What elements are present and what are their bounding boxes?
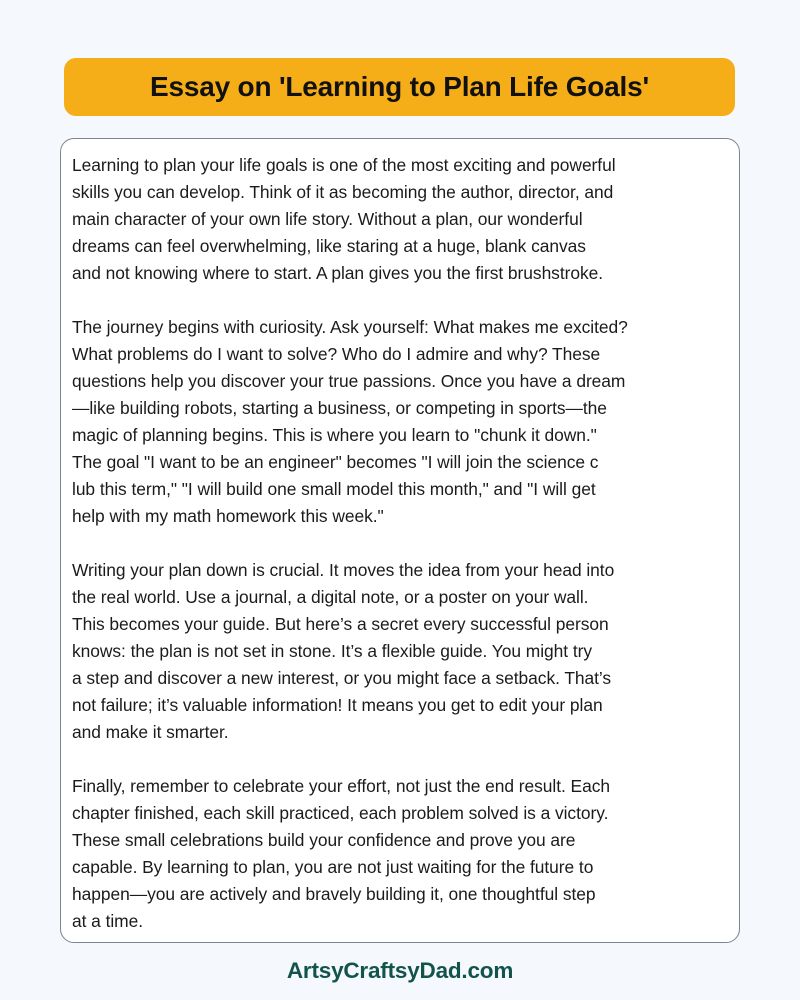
essay-paragraph: [72, 773, 725, 935]
essay-line: happen—you are actively and bravely building it, one thoughtful step: [72, 884, 596, 904]
essay-line: a step and discover a new interest, or you might face a setback. That’s: [72, 668, 612, 688]
essay-line: capable. By learning to plan, you are not just waiting for the future to: [72, 857, 594, 877]
essay-line: help with my math homework this week.": [72, 506, 384, 526]
essay-line: main character of your own life story. Without a plan, our wonderful: [72, 209, 583, 229]
essay-line: Learning to plan your life goals is one of the most exciting and powerful: [72, 155, 616, 175]
essay-line: at a time.: [72, 911, 144, 931]
essay-line: the real world. Use a journal, a digital note, or a poster on your wall.: [72, 587, 589, 607]
essay-line: questions help you discover your true passions. Once you have a dream: [72, 371, 626, 391]
essay-paragraph: [72, 314, 725, 530]
essay-line: chapter finished, each skill practiced, each problem solved is a victory.: [72, 803, 609, 823]
essay-paragraph: [72, 557, 725, 746]
essay-card: [60, 138, 740, 943]
essay-line: not failure; it’s valuable information! It means you get to edit your plan: [72, 695, 603, 715]
site-brand-footer: ArtsyCraftsyDad.com: [286, 958, 514, 983]
essay-paragraph: [72, 152, 725, 287]
essay-line: lub this term," "I will build one small model this month," and "I will get: [72, 479, 596, 499]
essay-line: skills you can develop. Think of it as becoming the author, director, and: [72, 182, 614, 202]
essay-line: and not knowing where to start. A plan gives you the first brushstroke.: [72, 263, 604, 283]
essay-line: —like building robots, starting a business, or competing in sports—the: [72, 398, 607, 418]
title-badge: [64, 58, 735, 116]
essay-line: The goal "I want to be an engineer" becomes "I will join the science c: [72, 452, 599, 472]
essay-line: This becomes your guide. But here’s a secret every successful person: [72, 614, 609, 634]
essay-line: Writing your plan down is crucial. It moves the idea from your head into: [72, 560, 615, 580]
essay-line: and make it smarter.: [72, 722, 229, 742]
essay-line: dreams can feel overwhelming, like staring at a huge, blank canvas: [72, 236, 586, 256]
essay-line: knows: the plan is not set in stone. It’s a flexible guide. You might try: [72, 641, 592, 661]
page-title: Essay on 'Learning to Plan Life Goals': [150, 71, 649, 102]
essay-line: These small celebrations build your confidence and prove you are: [72, 830, 576, 850]
essay-line: The journey begins with curiosity. Ask yourself: What makes me excited?: [72, 317, 628, 337]
essay-line: What problems do I want to solve? Who do I admire and why? These: [72, 344, 601, 364]
essay-line: Finally, remember to celebrate your effort, not just the end result. Each: [72, 776, 610, 796]
essay-line: magic of planning begins. This is where you learn to "chunk it down.": [72, 425, 597, 445]
